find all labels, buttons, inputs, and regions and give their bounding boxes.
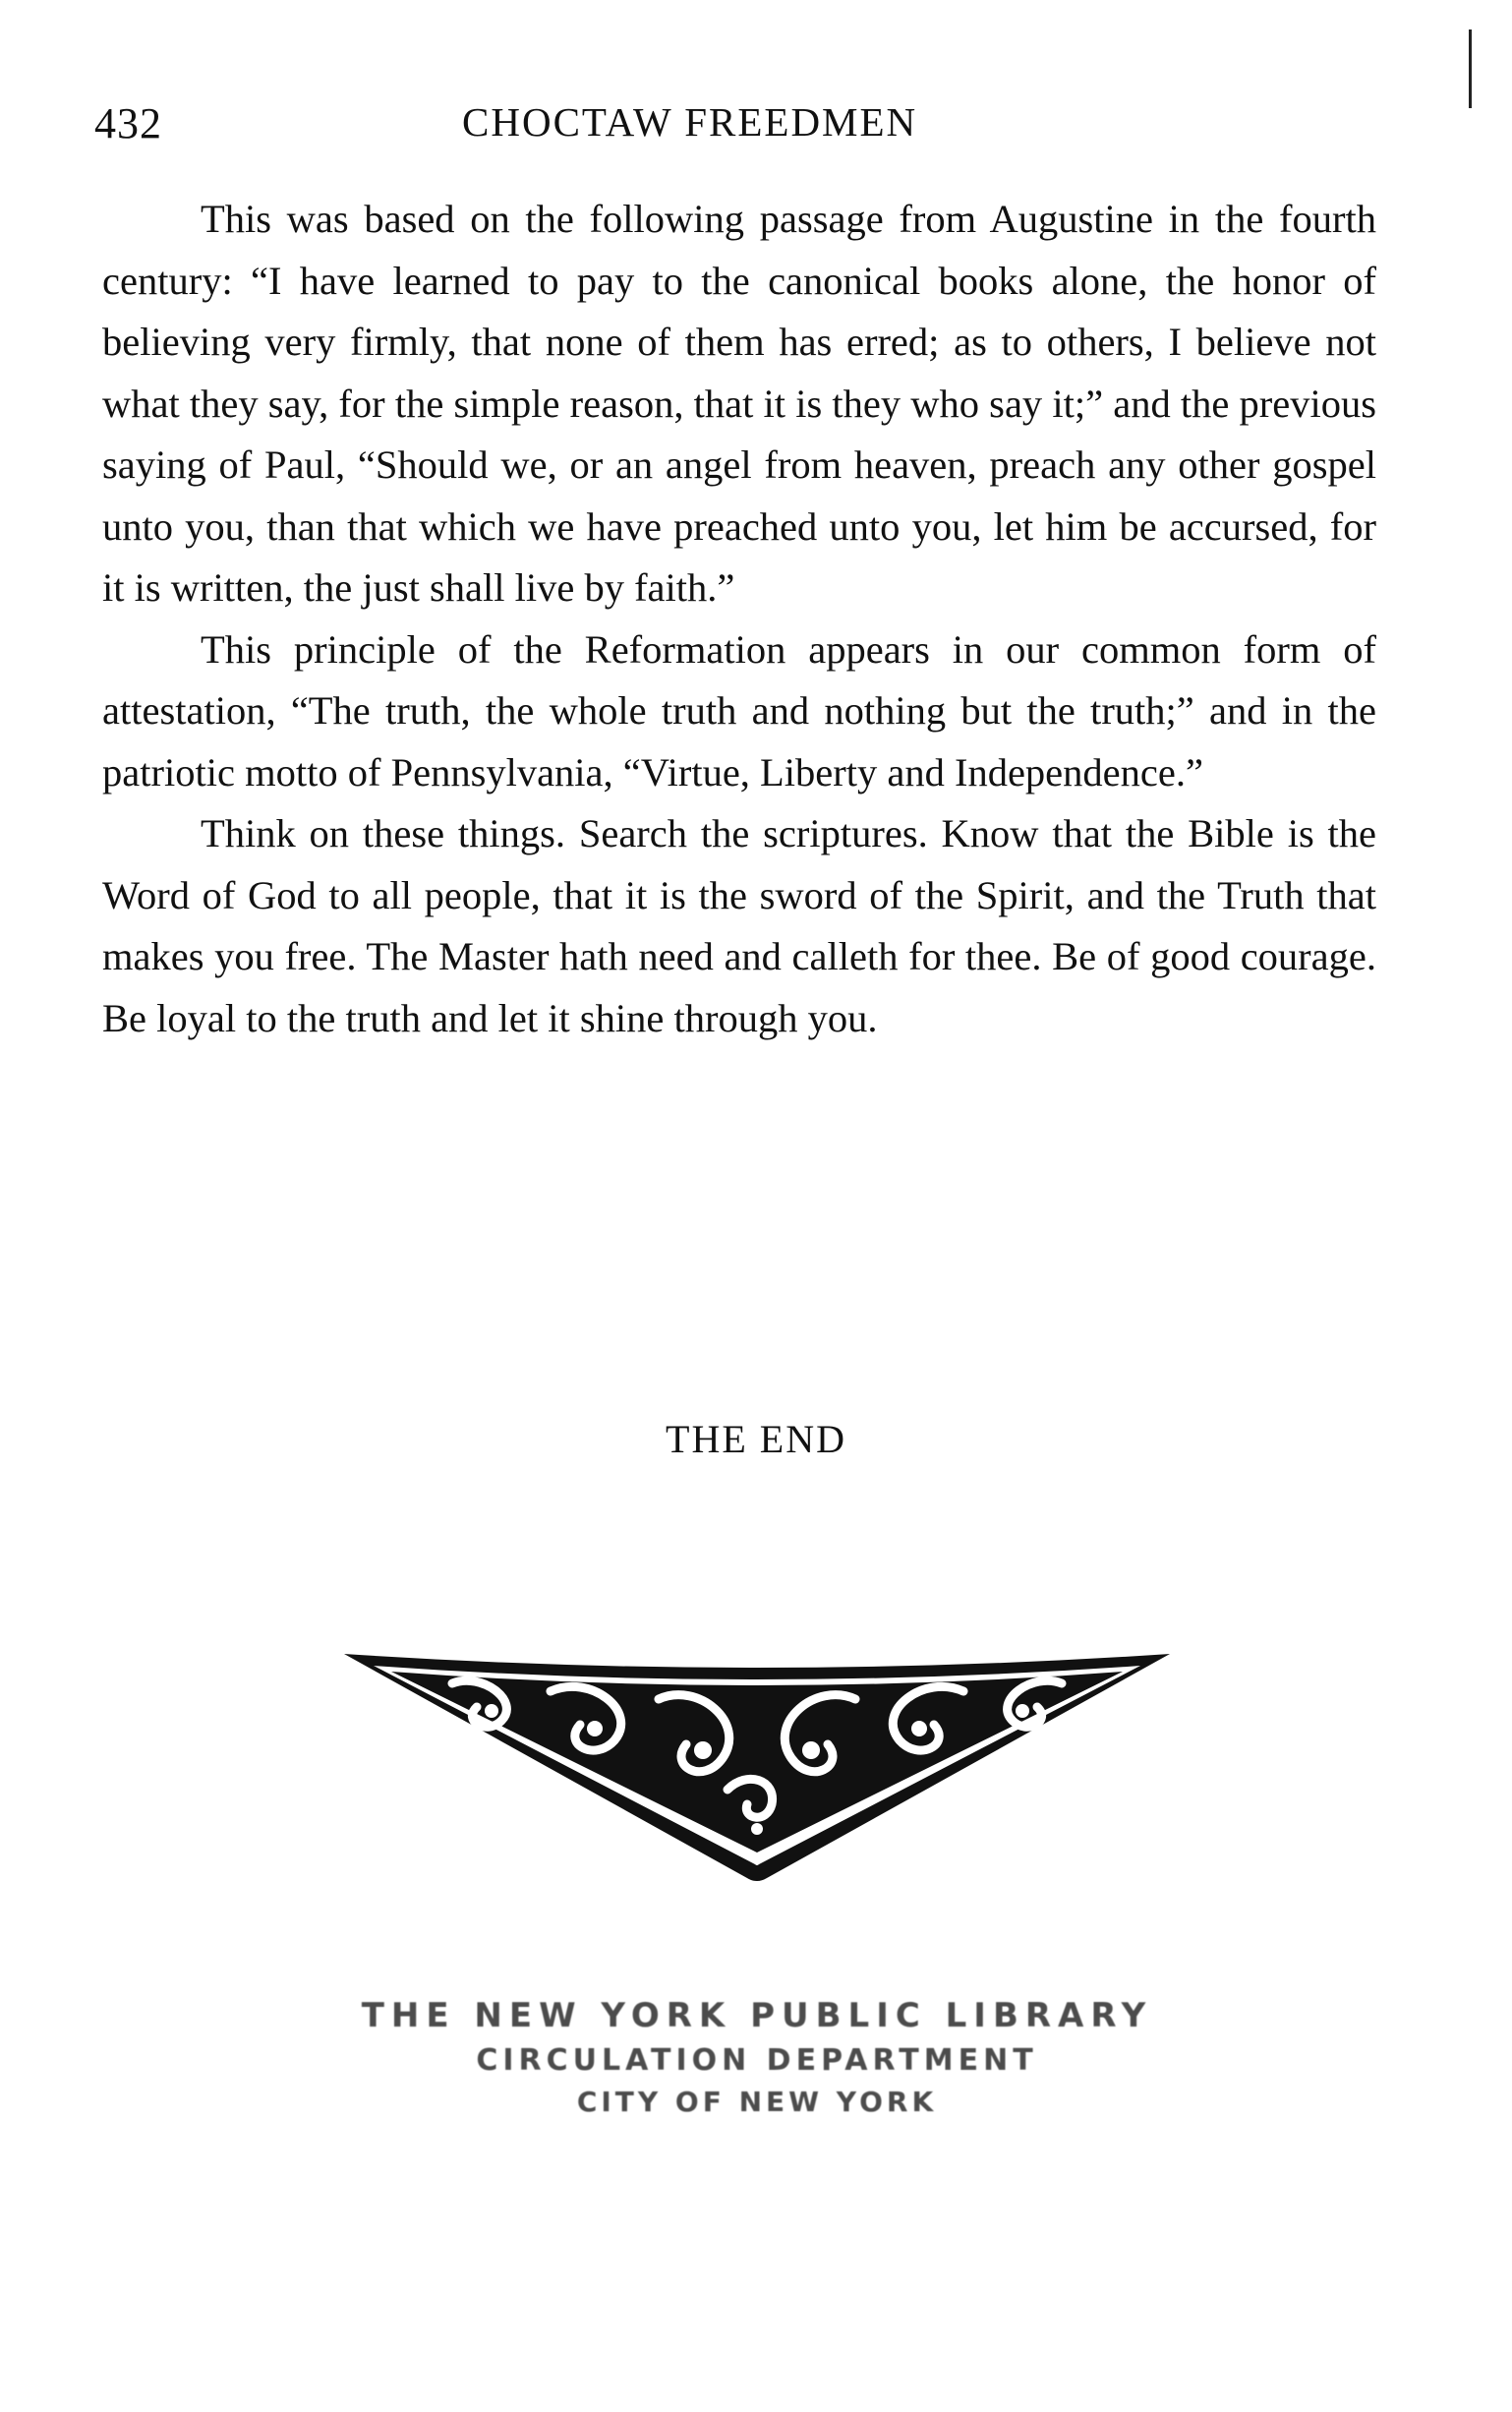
- ornament-vine-icon: [344, 1654, 1170, 1881]
- the-end-heading: THE END: [666, 1417, 846, 1461]
- library-stamp-line2: CIRCULATION DEPARTMENT: [476, 2043, 1038, 2078]
- ornamental-tailpiece: [334, 1642, 1180, 1888]
- body-text: [102, 189, 1376, 1049]
- paragraph-reformation: This principle of the Reformation appears in our common form of attestation, “The truth, the whole truth and nothing but the truth;” and in the patriotic motto of Pennsylvania, “Virtue, Liberty and Independence.”: [102, 626, 1376, 794]
- library-stamp: [315, 1996, 1199, 2118]
- page-edge-mark: [1469, 29, 1472, 108]
- page-number: 432: [94, 99, 162, 147]
- library-stamp-line3: CITY OF NEW YORK: [576, 2086, 938, 2118]
- paragraph-augustine: This was based on the following passage from Augustine in the fourth century: “I have learned to pay to the canonical books alone, the honor of believing very firmly, that none of them has erred; as to others, I believe not what they say, for the simple reason, that it is they who say it;” and the previous saying of Paul, “Should we, or an angel from heaven, preach any other gospel unto you, than that which we have preached unto you, let him be accursed, for it is written, the just shall live by faith.”: [102, 197, 1376, 610]
- library-stamp-line1: THE NEW YORK PUBLIC LIBRARY: [361, 1996, 1153, 2035]
- running-title: CHOCTAW FREEDMEN: [462, 99, 918, 145]
- paragraph-exhortation: Think on these things. Search the scriptures. Know that the Bible is the Word of God to all people, that it is the sword of the Spirit, and the Truth that makes you free. The Master hath need and calleth for thee. Be of good courage. Be loyal to the truth and let it shine through you.: [102, 811, 1376, 1040]
